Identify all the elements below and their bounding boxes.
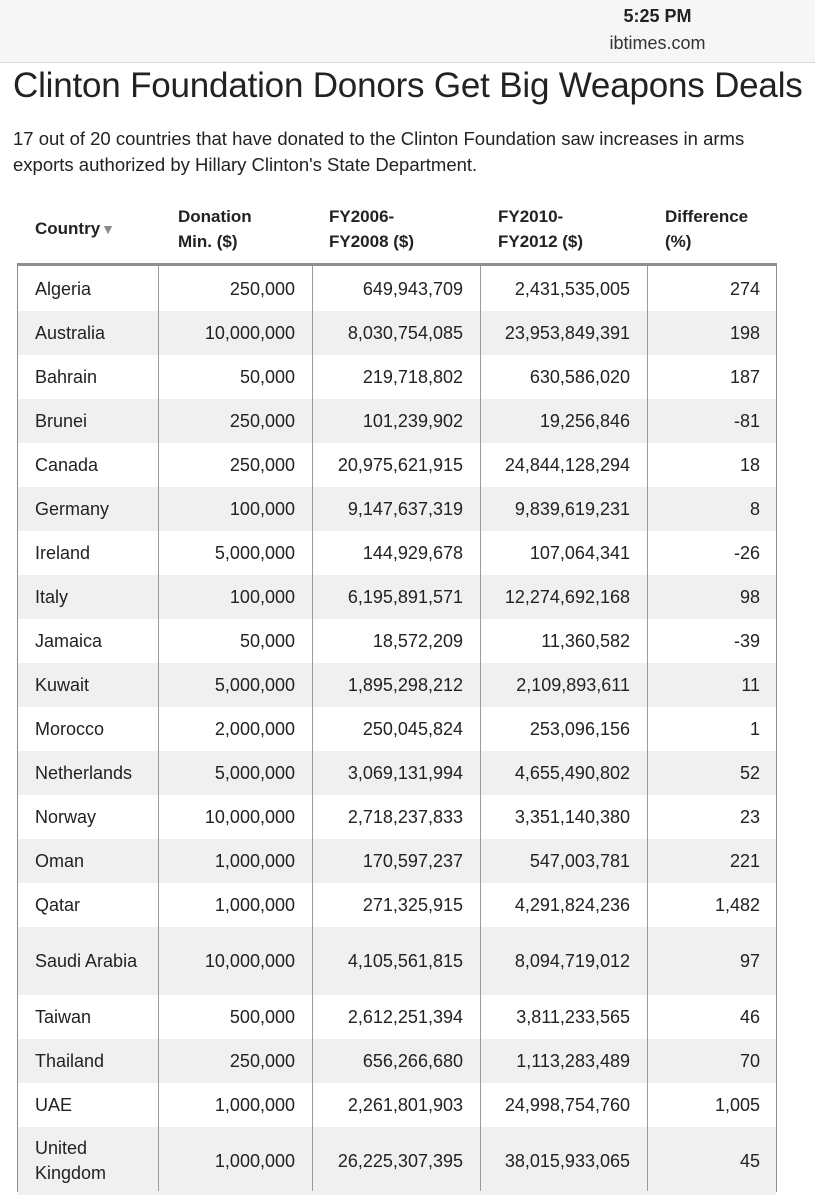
cell-country: Australia [35, 322, 106, 343]
cell-donation: 250,000 [229, 278, 295, 299]
cell-fy2010-2012: 19,256,846 [539, 410, 630, 431]
cell-donation: 2,000,000 [214, 718, 295, 739]
cell-fy2010-2012: 2,109,893,611 [516, 674, 630, 695]
cell-country: Germany [35, 498, 110, 519]
cell-fy2010-2012: 630,586,020 [529, 366, 630, 387]
cell-country: Oman [35, 850, 85, 871]
cell-fy2010-2012: 11,360,582 [541, 630, 630, 651]
cell-difference: 97 [739, 950, 760, 971]
cell-country: Saudi Arabia [35, 950, 138, 971]
cell-difference: 23 [739, 806, 760, 827]
cell-donation: 500,000 [229, 1006, 295, 1027]
cell-donation: 1,000,000 [214, 1150, 295, 1171]
cell-difference: -81 [733, 410, 760, 431]
column-divider [647, 266, 648, 1191]
cell-country: Ireland [35, 542, 91, 563]
cell-difference: 11 [741, 674, 760, 695]
cell-country: Bahrain [35, 366, 98, 387]
cell-fy2006-2008: 6,195,891,571 [347, 586, 463, 607]
cell-difference: 221 [729, 850, 760, 871]
cell-fy2010-2012: 24,998,754,760 [504, 1094, 630, 1115]
column-divider [158, 266, 159, 1191]
cell-fy2006-2008: 18,572,209 [372, 630, 463, 651]
cell-difference: 198 [729, 322, 760, 343]
cell-country: Norway [35, 806, 97, 827]
sort-down-icon[interactable]: ▼ [101, 221, 116, 237]
cell-country: Morocco [35, 718, 105, 739]
donor-table [17, 263, 777, 1192]
cell-difference: 18 [739, 454, 760, 475]
cell-donation: 1,000,000 [214, 850, 295, 871]
table-row [18, 1083, 776, 1127]
cell-donation: 1,000,000 [214, 1094, 295, 1115]
cell-fy2006-2008: 2,261,801,903 [347, 1094, 463, 1115]
table-row [18, 839, 776, 883]
cell-difference: 52 [739, 762, 760, 783]
column-divider [312, 266, 313, 1191]
cell-fy2006-2008: 20,975,621,915 [337, 454, 463, 475]
column-header-difference-line1: Difference [665, 207, 749, 226]
cell-donation: 5,000,000 [214, 762, 295, 783]
cell-country: Netherlands [35, 762, 133, 783]
table-row [18, 355, 776, 399]
cell-difference: 70 [739, 1050, 760, 1071]
table-row [18, 883, 776, 927]
cell-country: UAE [35, 1094, 73, 1115]
column-header-fy2010-line2: FY2012 ($) [498, 232, 584, 251]
table-header [18, 200, 778, 262]
cell-fy2006-2008: 9,147,637,319 [347, 498, 463, 519]
cell-donation: 100,000 [229, 586, 295, 607]
table-row [18, 795, 776, 839]
table-row [18, 751, 776, 795]
cell-donation: 10,000,000 [204, 806, 295, 827]
table-row [18, 707, 776, 751]
cell-difference: 45 [739, 1150, 760, 1171]
cell-donation: 250,000 [229, 410, 295, 431]
article-title: Clinton Foundation Donors Get Big Weapons Deals [13, 66, 803, 105]
column-header-difference[interactable] [665, 204, 748, 254]
cell-fy2010-2012: 253,096,156 [529, 718, 630, 739]
table-row [18, 487, 776, 531]
cell-fy2010-2012: 8,094,719,012 [514, 950, 630, 971]
cell-fy2006-2008: 1,895,298,212 [347, 674, 463, 695]
cell-country: Jamaica [35, 630, 103, 651]
cell-country: Brunei [35, 410, 88, 431]
cell-difference: -26 [733, 542, 760, 563]
cell-difference: 1 [749, 718, 760, 739]
table-row [18, 995, 776, 1039]
cell-country: Algeria [35, 278, 92, 299]
column-divider [480, 266, 481, 1191]
cell-difference: 46 [739, 1006, 760, 1027]
column-header-fy2006-line1: FY2006- [329, 207, 395, 226]
cell-donation: 250,000 [229, 1050, 295, 1071]
cell-country: Canada [35, 454, 99, 475]
column-header-fy2006[interactable] [329, 204, 414, 254]
cell-country: Italy [35, 586, 69, 607]
column-header-country-label: Country [35, 219, 101, 238]
cell-fy2010-2012: 107,064,341 [529, 542, 630, 563]
cell-difference: 98 [739, 586, 760, 607]
cell-country: Qatar [35, 894, 81, 915]
cell-fy2006-2008: 3,069,131,994 [347, 762, 463, 783]
table-row [18, 663, 776, 707]
column-header-donation[interactable] [178, 204, 252, 254]
column-header-donation-line1: Donation [178, 207, 252, 226]
column-header-fy2006-line2: FY2008 ($) [329, 232, 415, 251]
cell-difference: 1,482 [714, 894, 760, 915]
cell-country: Taiwan [35, 1006, 92, 1027]
table-row [18, 1039, 776, 1083]
cell-difference: -39 [733, 630, 760, 651]
cell-fy2006-2008: 219,718,802 [362, 366, 463, 387]
cell-fy2006-2008: 26,225,307,395 [337, 1150, 463, 1171]
cell-fy2006-2008: 649,943,709 [362, 278, 463, 299]
cell-donation: 1,000,000 [214, 894, 295, 915]
cell-difference: 274 [729, 278, 760, 299]
cell-fy2010-2012: 38,015,933,065 [504, 1150, 630, 1171]
table-row [18, 619, 776, 663]
cell-donation: 5,000,000 [214, 542, 295, 563]
cell-fy2006-2008: 271,325,915 [362, 894, 463, 915]
cell-fy2006-2008: 4,105,561,815 [347, 950, 463, 971]
cell-difference: 187 [729, 366, 760, 387]
column-header-difference-line2: (%) [665, 232, 692, 251]
column-header-fy2010-line1: FY2010- [498, 207, 564, 226]
table-row [18, 927, 776, 995]
table-row [18, 311, 776, 355]
cell-country: United Kingdom [35, 1138, 107, 1183]
cell-fy2010-2012: 3,351,140,380 [514, 806, 630, 827]
column-header-country[interactable] [35, 216, 115, 242]
cell-fy2006-2008: 8,030,754,085 [347, 322, 463, 343]
table-row [18, 267, 776, 311]
status-time: 5:25 PM [623, 6, 692, 26]
cell-country: Kuwait [35, 674, 90, 695]
cell-fy2010-2012: 1,113,283,489 [516, 1050, 630, 1071]
cell-fy2010-2012: 547,003,781 [529, 850, 630, 871]
cell-fy2006-2008: 144,929,678 [362, 542, 463, 563]
cell-donation: 5,000,000 [214, 674, 295, 695]
cell-fy2006-2008: 2,718,237,833 [347, 806, 463, 827]
cell-fy2010-2012: 9,839,619,231 [514, 498, 630, 519]
cell-fy2010-2012: 23,953,849,391 [504, 322, 630, 343]
cell-fy2010-2012: 3,811,233,565 [516, 1006, 630, 1027]
cell-fy2006-2008: 170,597,237 [362, 850, 463, 871]
cell-fy2006-2008: 2,612,251,394 [347, 1006, 463, 1027]
cell-donation: 10,000,000 [204, 322, 295, 343]
cell-fy2006-2008: 101,239,902 [362, 410, 463, 431]
table-row [18, 531, 776, 575]
cell-country: Thailand [35, 1050, 105, 1071]
address-url[interactable]: ibtimes.com [609, 33, 706, 53]
table-row [18, 399, 776, 443]
table-row [18, 1127, 776, 1195]
cell-fy2010-2012: 24,844,128,294 [504, 454, 630, 475]
cell-difference: 1,005 [714, 1094, 760, 1115]
column-header-fy2010[interactable] [498, 204, 583, 254]
status-bar [0, 0, 815, 63]
cell-fy2006-2008: 250,045,824 [362, 718, 463, 739]
cell-difference: 8 [749, 498, 760, 519]
article-subtitle: 17 out of 20 countries that have donated to the Clinton Foundation saw increases in arms exports authorized by Hillary Clinton's State Department. [13, 128, 745, 175]
table-row [18, 575, 776, 619]
cell-donation: 50,000 [239, 630, 295, 651]
table-row [18, 443, 776, 487]
cell-fy2006-2008: 656,266,680 [362, 1050, 463, 1071]
cell-fy2010-2012: 4,291,824,236 [514, 894, 630, 915]
cell-fy2010-2012: 2,431,535,005 [514, 278, 630, 299]
column-header-donation-line2: Min. ($) [178, 232, 238, 251]
cell-donation: 50,000 [239, 366, 295, 387]
cell-donation: 250,000 [229, 454, 295, 475]
cell-donation: 10,000,000 [204, 950, 295, 971]
cell-fy2010-2012: 12,274,692,168 [504, 586, 630, 607]
cell-fy2010-2012: 4,655,490,802 [514, 762, 630, 783]
cell-donation: 100,000 [229, 498, 295, 519]
